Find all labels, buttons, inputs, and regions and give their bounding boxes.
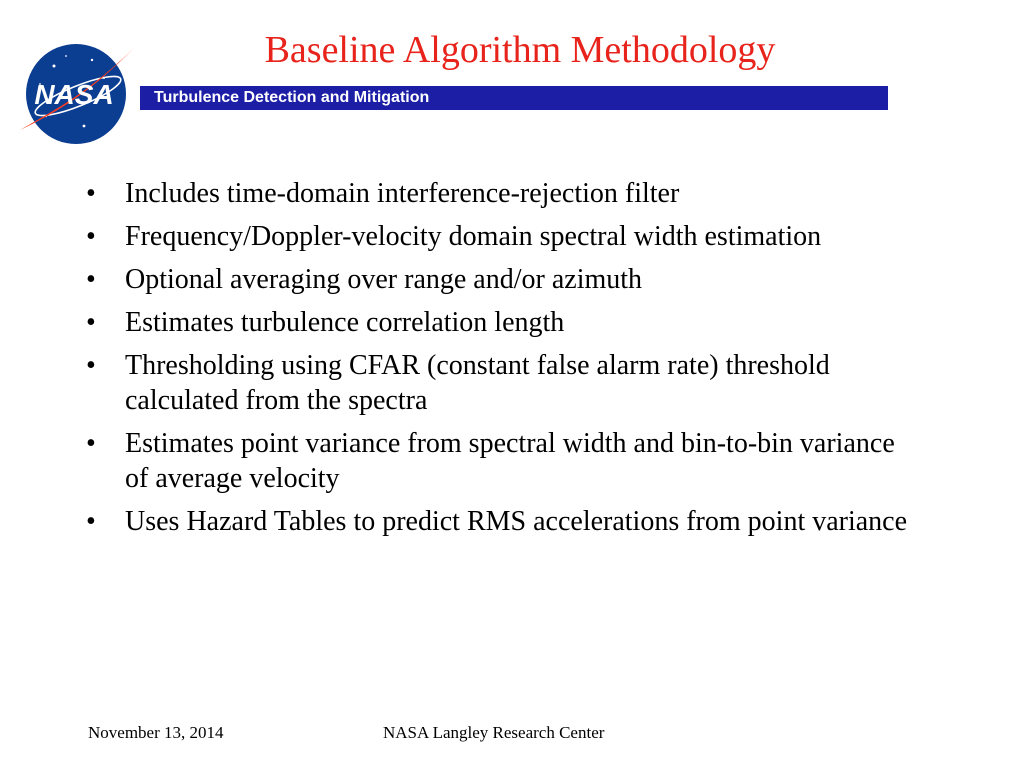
bullet-marker: •: [86, 264, 96, 295]
bullet-text: Uses Hazard Tables to predict RMS accelerations from point variance: [125, 506, 908, 537]
bullet-marker: •: [86, 221, 96, 252]
bullet-item: [82, 262, 912, 297]
bullet-item: [82, 219, 912, 254]
footer-date: November 13, 2014: [88, 723, 224, 742]
bullet-text: Thresholding using CFAR (constant false alarm rate) threshold calculated from the spectra: [125, 350, 830, 416]
bullet-text: Estimates turbulence correlation length: [125, 307, 565, 338]
slide-title: Baseline Algorithm Methodology: [264, 29, 776, 71]
bullet-marker: •: [86, 178, 96, 209]
bullet-list: [82, 176, 912, 547]
bullet-marker: •: [86, 506, 96, 537]
bullet-marker: •: [86, 350, 96, 381]
bullet-text: Frequency/Doppler-velocity domain spectral width estimation: [125, 221, 822, 252]
bullet-text: Estimates point variance from spectral width and bin-to-bin variance of average velocity: [125, 428, 895, 494]
bullet-item: [82, 348, 912, 418]
bullet-item: [82, 426, 912, 496]
bullet-marker: •: [86, 428, 96, 459]
banner-label: Turbulence Detection and Mitigation: [154, 89, 430, 106]
nasa-logo-icon: [14, 38, 138, 146]
section-banner: [140, 86, 888, 110]
bullet-item: [82, 305, 912, 340]
footer-organization: NASA Langley Research Center: [383, 723, 605, 742]
bullet-text: Includes time-domain interference-rejection filter: [125, 178, 680, 209]
bullet-item: [82, 176, 912, 211]
bullet-item: [82, 504, 912, 539]
bullet-marker: •: [86, 307, 96, 338]
svg-text:NASA: NASA: [34, 79, 114, 110]
bullet-text: Optional averaging over range and/or azimuth: [125, 264, 643, 295]
